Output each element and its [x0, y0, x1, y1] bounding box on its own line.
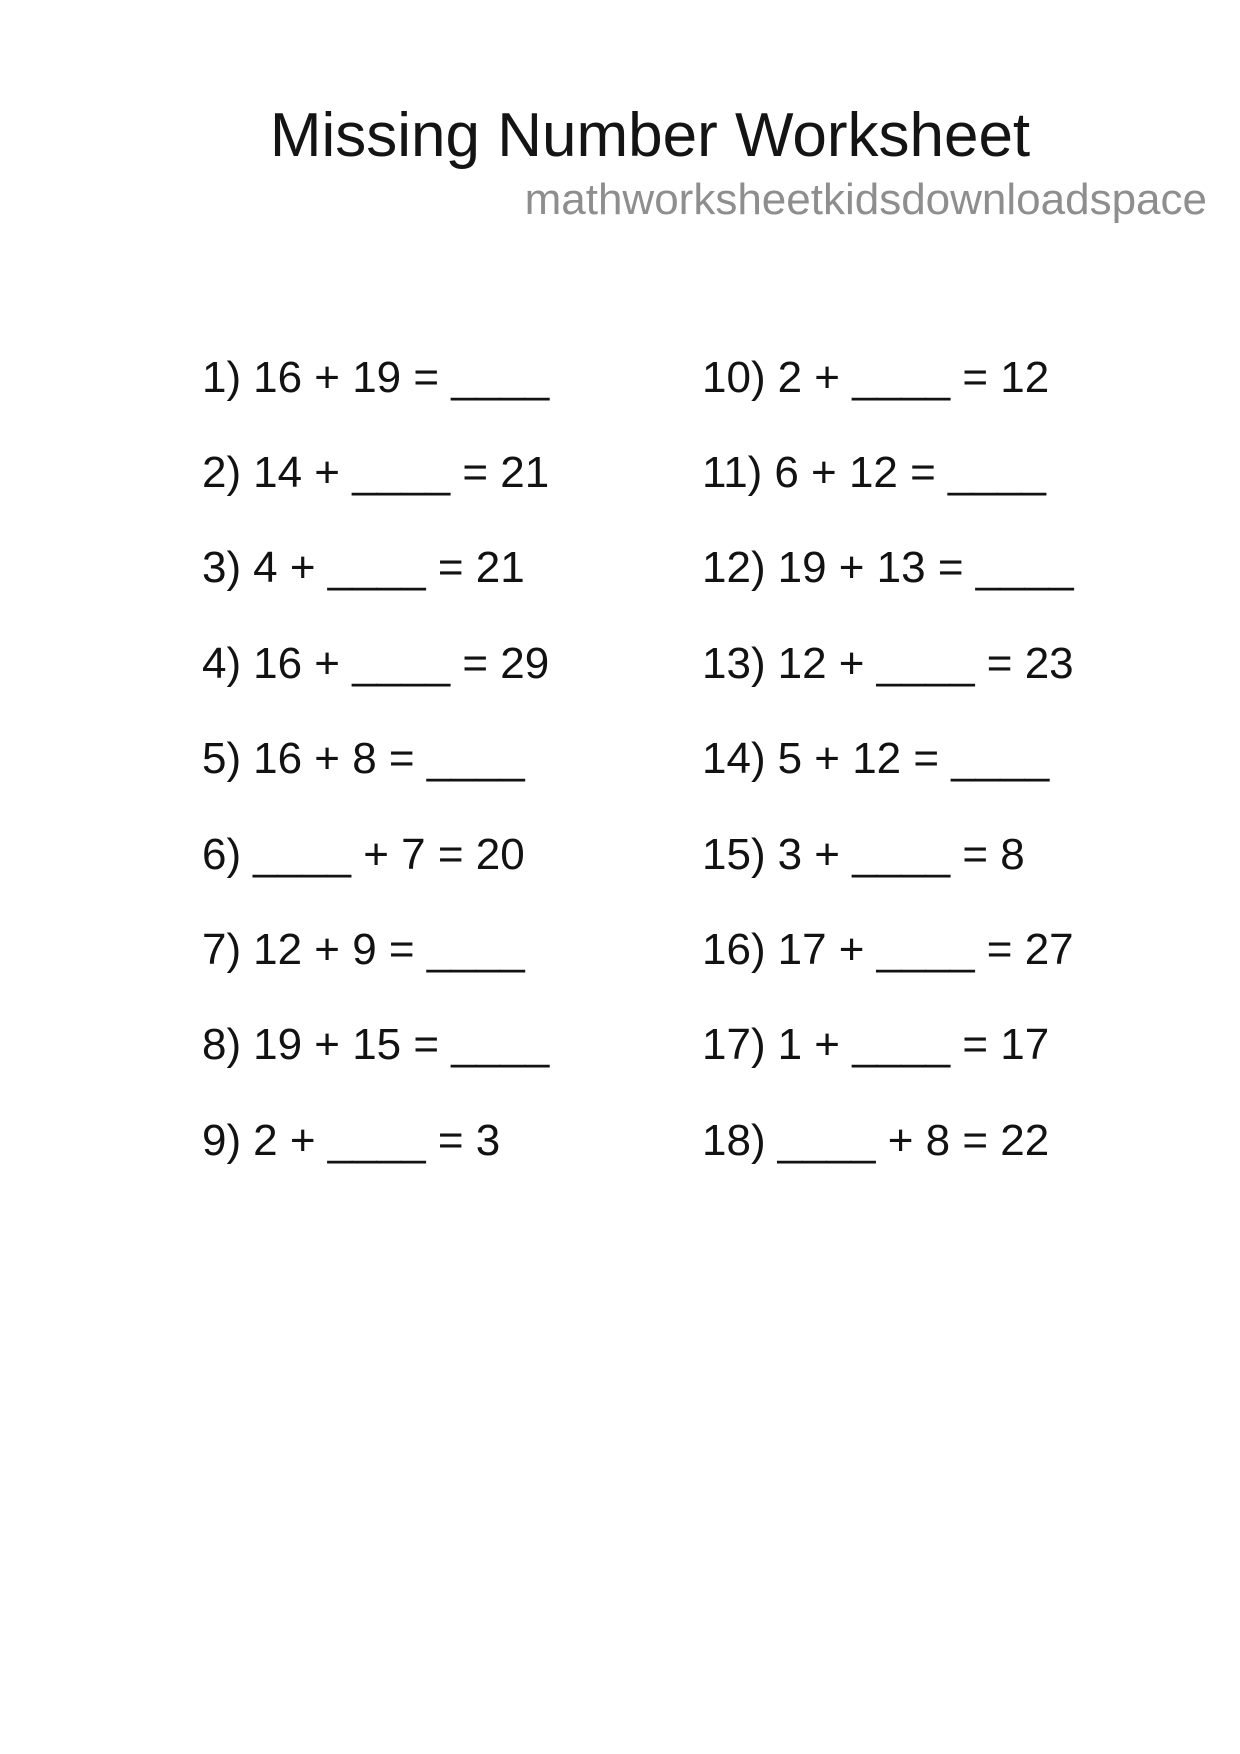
problem-number: 16)	[702, 925, 766, 975]
problem-5	[202, 712, 549, 807]
problems-column-left	[202, 330, 549, 1189]
problem-expression: 4 + ____ = 21	[253, 543, 525, 593]
problem-expression: 19 + 15 = ____	[253, 1020, 550, 1070]
problem-number: 15)	[702, 829, 766, 879]
problem-18	[702, 1093, 1074, 1188]
problem-number: 4)	[202, 638, 242, 688]
problem-number: 6)	[202, 829, 242, 879]
problem-expression: ____ + 8 = 22	[777, 1115, 1050, 1165]
problem-expression: 12 + 9 = ____	[253, 925, 525, 975]
problem-6	[202, 807, 549, 902]
problem-number: 12)	[702, 543, 766, 593]
problem-9	[202, 1093, 549, 1188]
problem-number: 7)	[202, 925, 242, 975]
problem-expression: 6 + 12 = ____	[774, 448, 1046, 498]
problem-14	[702, 712, 1074, 807]
problem-expression: 16 + ____ = 29	[253, 638, 550, 688]
problem-expression: 12 + ____ = 23	[777, 638, 1074, 688]
problem-expression: 2 + ____ = 12	[777, 352, 1050, 402]
problem-number: 9)	[202, 1115, 242, 1165]
problem-16	[702, 902, 1074, 997]
problem-number: 11)	[702, 448, 763, 498]
problem-expression: 14 + ____ = 21	[253, 448, 550, 498]
problem-expression: 17 + ____ = 27	[777, 925, 1074, 975]
problems-column-right	[702, 330, 1074, 1189]
problem-number: 14)	[702, 734, 766, 784]
problem-number: 3)	[202, 543, 242, 593]
problem-15	[702, 807, 1074, 902]
problem-17	[702, 998, 1074, 1093]
problem-expression: 16 + 19 = ____	[253, 352, 550, 402]
problem-expression: 16 + 8 = ____	[253, 734, 525, 784]
problem-expression: 19 + 13 = ____	[777, 543, 1074, 593]
problem-expression: 5 + 12 = ____	[777, 734, 1050, 784]
problem-number: 2)	[202, 448, 242, 498]
problem-number: 13)	[702, 638, 766, 688]
problem-number: 10)	[702, 352, 766, 402]
problem-8	[202, 998, 549, 1093]
problem-7	[202, 902, 549, 997]
page-title: Missing Number Worksheet	[269, 101, 1031, 170]
problem-10	[702, 330, 1074, 425]
problem-1	[202, 330, 549, 425]
problem-3	[202, 521, 549, 616]
problem-number: 1)	[202, 352, 242, 402]
problem-number: 18)	[702, 1115, 766, 1165]
problem-expression: 1 + ____ = 17	[777, 1020, 1050, 1070]
problem-11	[702, 425, 1074, 520]
problem-expression: ____ + 7 = 20	[253, 829, 525, 879]
problem-2	[202, 425, 549, 520]
problem-13	[702, 616, 1074, 711]
problem-number: 5)	[202, 734, 242, 784]
problem-12	[702, 521, 1074, 616]
problem-expression: 2 + ____ = 3	[253, 1115, 501, 1165]
page-subtitle: mathworksheetkidsdownloadspace	[524, 175, 1207, 224]
problem-expression: 3 + ____ = 8	[777, 829, 1025, 879]
problem-number: 8)	[202, 1020, 242, 1070]
problem-4	[202, 616, 549, 711]
problem-number: 17)	[702, 1020, 766, 1070]
